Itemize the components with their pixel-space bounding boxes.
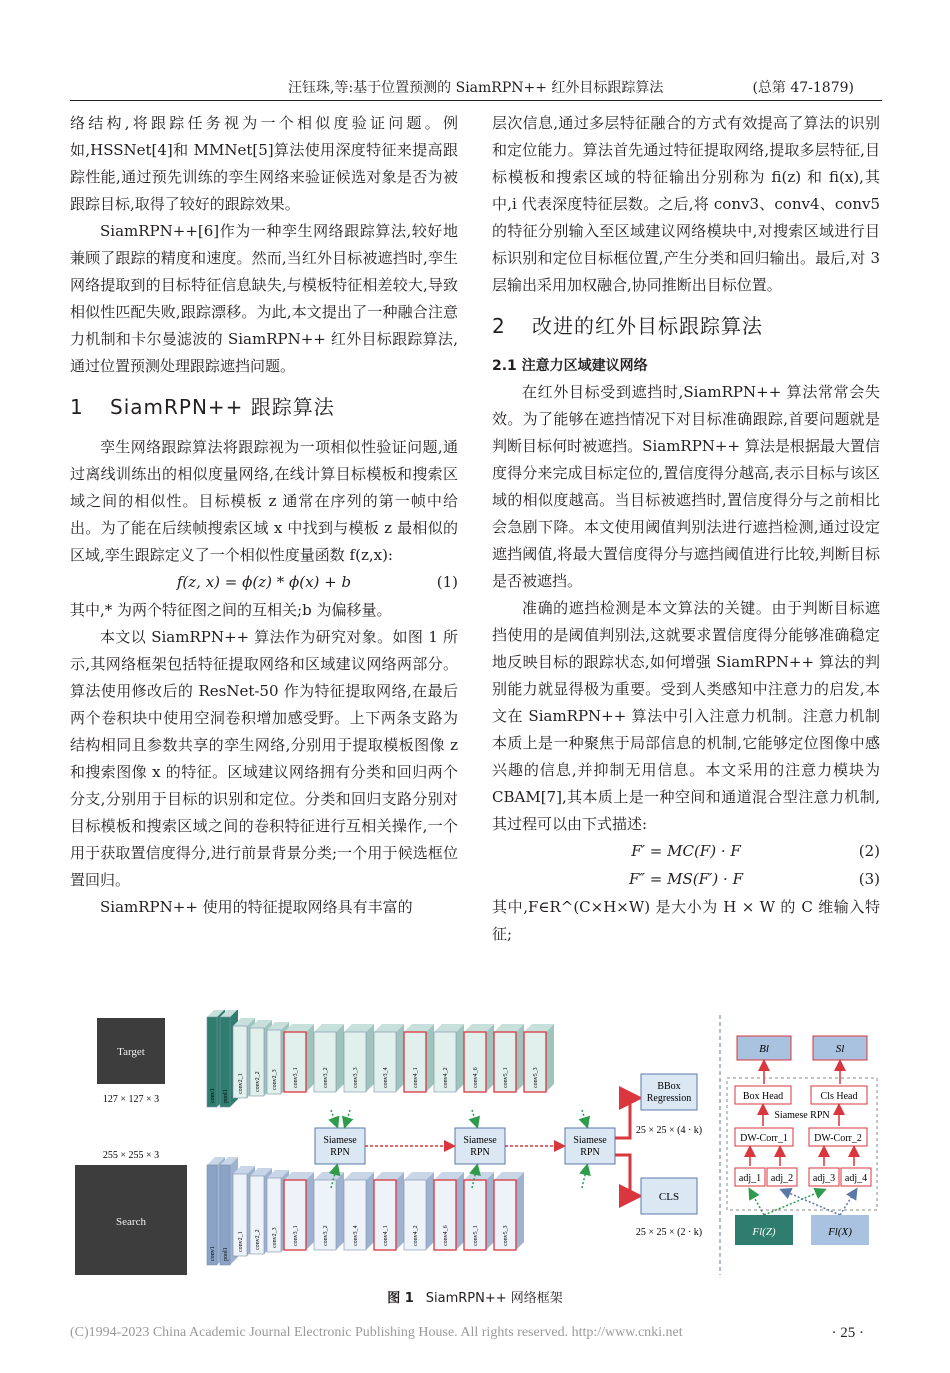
page-number: · 25 · bbox=[831, 1325, 864, 1341]
layer-label: conv4_2 bbox=[443, 1067, 449, 1088]
bbox-regression-box bbox=[641, 1074, 697, 1110]
equation-body: F″ = MS(F′) · F bbox=[629, 870, 743, 888]
svg-text:SiameseRPN: Siamese RPN bbox=[463, 1135, 497, 1158]
search-size: 255 × 255 × 3 bbox=[102, 1150, 160, 1161]
backbone-layer bbox=[344, 1172, 374, 1250]
figure-caption-text: SiamRPN++ 网络框架 bbox=[425, 1291, 563, 1306]
layer-label: conv2_2 bbox=[255, 1071, 261, 1092]
search-backbone bbox=[207, 1157, 524, 1265]
layer-label: conv2_3 bbox=[272, 1069, 278, 1090]
layer-label: conv5_3 bbox=[533, 1067, 539, 1088]
backbone-layer bbox=[284, 1024, 314, 1092]
paragraph: 本文以 SiamRPN++ 算法作为研究对象。如图 1 所示,其网络框架包括特征提取网络和区域建议网络两部分。算法使用修改后的 ResNet-50 作为特征提取网络,在最后两个卷积块中使用空洞卷积增加感受野。上下两条支路为结构相同且参数共享的孪生网络,分别用于提取模板图像 z 和搜索图像 x 的特征。区域建议网络拥有分类和回归两个分支,分别用于目标的识别和定位。分类和回归支路分别对目标模板和搜索区域之间的卷积特征进行互相关操作,一个用于获取置信度得分,进行前景背景分类;一个用于候选框位置回归。 bbox=[70, 628, 458, 889]
section-heading bbox=[492, 311, 880, 341]
paragraph: 准确的遮挡检测是本文算法的关键。由于判断目标遮挡使用的是阈值判别法,这就要求置信度得分能够准确稳定地反映目标的跟踪状态,如何增强 SiamRPN++ 算法的判别能力就显得极为重要。受到人类感知中注意力的启发,本文在 SiamRPN++ 算法中引入注意力机制。注意力机制本质上是一种聚焦于局部信息的机制,它能够定位图像中感兴趣的信息,并抑制无用信息。本文采用的注意力模块为 CBAM[7],其本质上是一种空间和通道混合型注意力机制,其过程可以由下式描述: bbox=[492, 599, 880, 833]
layer-label: pool1 bbox=[223, 1247, 229, 1261]
layer-label: conv3_3 bbox=[353, 1067, 359, 1088]
equation-number: (1) bbox=[436, 573, 458, 591]
paragraph: 孪生网络跟踪算法将跟踪视为一项相似性验证问题,通过离线训练出的相似度量网络,在线计算目标模板和搜索区域之间的相似性。目标模板 z 通常在序列的第一帧中给出。为了能在后续帧搜索区域 x 中找到与模板 z 最相似的区域,孪生跟踪定义了一个相似性度量函数 f(z,x): bbox=[70, 438, 458, 564]
page-footer bbox=[70, 1325, 882, 1345]
svg-text:Fl(X): Fl(X) bbox=[828, 1226, 852, 1238]
backbone-layer bbox=[464, 1172, 494, 1250]
backbone-layer bbox=[464, 1024, 494, 1092]
sl-label: Sl bbox=[835, 1043, 845, 1055]
left-column bbox=[70, 110, 458, 921]
paragraph: 络结构,将跟踪任务视为一个相似度验证问题。例如,HSSNet[4]和 MMNet[5]算法使用深度特征来提高跟踪性能,通过预先训练的孪生网络来验证候选对象是否为被跟踪目标,取得了较好的跟踪效果。 bbox=[70, 114, 458, 213]
svg-text:adj_1: adj_1 bbox=[738, 1173, 762, 1184]
svg-text:Fl(Z): Fl(Z) bbox=[752, 1226, 776, 1238]
layer-label: conv4_1 bbox=[413, 1067, 419, 1088]
layer-label: conv3_4 bbox=[383, 1067, 389, 1088]
svg-text:BBoxRegression: BBox Regression bbox=[646, 1081, 692, 1104]
layer-label: conv1 bbox=[210, 1246, 216, 1261]
backbone-layer bbox=[344, 1024, 374, 1092]
backbone-layer bbox=[434, 1172, 464, 1250]
svg-text:Cls Head: Cls Head bbox=[820, 1091, 858, 1102]
layer-label: conv1 bbox=[210, 1088, 216, 1103]
section-heading bbox=[70, 392, 458, 422]
equation bbox=[492, 866, 880, 894]
right-column bbox=[492, 110, 880, 948]
target-size: 127 × 127 × 3 bbox=[102, 1094, 160, 1105]
backbone-layer bbox=[404, 1172, 434, 1250]
page-reference: (总第 47-1879) bbox=[752, 80, 854, 96]
running-header bbox=[70, 75, 882, 101]
layer-label: conv3_4 bbox=[353, 1225, 359, 1246]
layer-label: conv2_1 bbox=[238, 1231, 244, 1252]
layer-label: conv3_1 bbox=[293, 1067, 299, 1088]
paragraph: 其中,F∈R^(C×H×W) 是大小为 H × W 的 C 维输入特征; bbox=[492, 898, 880, 943]
siamese-rpn-2 bbox=[455, 1128, 505, 1164]
layer-label: conv5_1 bbox=[473, 1225, 479, 1246]
network-diagram bbox=[75, 1010, 885, 1282]
siamese-rpn-caption: Siamese RPN bbox=[774, 1110, 830, 1121]
section-number: 1 bbox=[70, 395, 84, 419]
cls-label: CLS bbox=[658, 1191, 680, 1203]
equation-body: f(z, x) = ϕ(z) * ϕ(x) + b bbox=[176, 573, 352, 591]
backbone-layer bbox=[404, 1024, 434, 1092]
layer-label: conv2_1 bbox=[238, 1073, 244, 1094]
paragraph: 层次信息,通过多层特征融合的方式有效提高了算法的识别和定位能力。算法首先通过特征提取网络,提取多层特征,目标模板和搜索区域的特征输出分别称为 fi(z) 和 fi(x),其中,i 代表深度特征层数。之后,将 conv3、conv4、conv5 的特征分别输入至区域建议网络模块中,对搜索区域进行目标识别和定位目标框位置,产生分类和回归输出。最后,对 3 层输出采用加权融合,协同推断出目标位置。 bbox=[492, 114, 880, 294]
search-label: Search bbox=[116, 1216, 146, 1228]
equation bbox=[70, 569, 458, 597]
siamese-rpn-1 bbox=[315, 1128, 365, 1164]
section-number: 2 bbox=[492, 314, 506, 338]
layer-label: conv4_6 bbox=[473, 1067, 479, 1088]
svg-text:SiameseRPN: Siamese RPN bbox=[573, 1135, 607, 1158]
svg-text:DW-Corr_1: DW-Corr_1 bbox=[740, 1133, 788, 1144]
backbone-layer bbox=[374, 1172, 404, 1250]
backbone-layer bbox=[434, 1024, 464, 1092]
paragraph: 其中,* 为两个特征图之间的互相关;b 为偏移量。 bbox=[70, 601, 392, 619]
backbone-layer bbox=[494, 1172, 524, 1250]
backbone-layer bbox=[524, 1024, 554, 1092]
running-title: 汪钰珠,等:基于位置预测的 SiamRPN++ 红外目标跟踪算法 bbox=[288, 80, 664, 96]
equation-body: F′ = MC(F) · F bbox=[631, 842, 741, 860]
layer-label: conv3_1 bbox=[293, 1225, 299, 1246]
layer-label: conv3_2 bbox=[323, 1067, 329, 1088]
layer-label: conv5_3 bbox=[503, 1225, 509, 1246]
layer-label: conv4_2 bbox=[413, 1225, 419, 1246]
backbone-layer bbox=[494, 1024, 524, 1092]
svg-text:Box Head: Box Head bbox=[742, 1091, 784, 1102]
paragraph: SiamRPN++ 使用的特征提取网络具有丰富的 bbox=[100, 898, 413, 916]
backbone-layer bbox=[374, 1024, 404, 1092]
backbone-layer bbox=[314, 1024, 344, 1092]
layer-label: conv5_1 bbox=[503, 1067, 509, 1088]
cls-size: 25 × 25 × (2 · k) bbox=[635, 1227, 703, 1238]
target-label: Target bbox=[117, 1046, 145, 1058]
equation bbox=[492, 838, 880, 866]
backbone-layer bbox=[284, 1172, 314, 1250]
layer-label: conv4_6 bbox=[443, 1225, 449, 1246]
copyright-line: (C)1994-2023 China Academic Journal Electronic Publishing House. All rights reserved. http://www.cnki.net bbox=[70, 1325, 683, 1340]
template-backbone bbox=[207, 1010, 554, 1107]
figure-number: 图 1 bbox=[387, 1291, 414, 1306]
figure-caption bbox=[0, 1287, 950, 1306]
paragraph: 在红外目标受到遮挡时,SiamRPN++ 算法常常会失效。为了能够在遮挡情况下对目标准确跟踪,首要问题就是判断目标何时被遮挡。SiamRPN++ 算法是根据最大置信度得分来完成目标定位的,置信度得分越高,表示目标与该区域的相似度越高。当目标被遮挡时,置信度得分与之前相比会急剧下降。本文使用阈值判别法进行遮挡检测,通过设定遮挡阈值,将最大置信度得分与遮挡阈值进行比较,判断目标是否被遮挡。 bbox=[492, 383, 880, 590]
equation-number: (2) bbox=[858, 842, 880, 860]
layer-label: conv2_3 bbox=[272, 1227, 278, 1248]
siamese-rpn-3 bbox=[565, 1128, 615, 1164]
svg-text:adj_2: adj_2 bbox=[770, 1173, 794, 1184]
layer-label: conv3_2 bbox=[323, 1225, 329, 1246]
layer-label: conv2_2 bbox=[255, 1229, 261, 1250]
backbone-layer bbox=[314, 1172, 344, 1250]
bl-label: Bl bbox=[759, 1043, 769, 1055]
layer-label: pool1 bbox=[223, 1089, 229, 1103]
rpn-label: Siamese RPN bbox=[323, 1135, 357, 1158]
section-title: 改进的红外目标跟踪算法 bbox=[532, 314, 763, 338]
svg-text:adj_4: adj_4 bbox=[844, 1173, 868, 1184]
svg-text:adj_3: adj_3 bbox=[812, 1173, 836, 1184]
bbox-size: 25 × 25 × (4 · k) bbox=[635, 1125, 703, 1136]
paragraph: SiamRPN++[6]作为一种孪生网络跟踪算法,较好地兼顾了跟踪的精度和速度。然而,当红外目标被遮挡时,孪生网络提取到的目标特征信息缺失,与模板特征相差较大,导致相似性匹配失败,跟踪漂移。为此,本文提出了一种融合注意力机制和卡尔曼滤波的 SiamRPN++ 红外目标跟踪算法,通过位置预测处理跟踪遮挡问题。 bbox=[70, 222, 458, 375]
section-title: SiamRPN++ 跟踪算法 bbox=[110, 395, 335, 419]
svg-text:DW-Corr_2: DW-Corr_2 bbox=[814, 1133, 862, 1144]
equation-number: (3) bbox=[858, 870, 880, 888]
subsection-heading: 2.1 注意力区域建议网络 bbox=[492, 358, 648, 374]
layer-label: conv4_1 bbox=[383, 1225, 389, 1246]
